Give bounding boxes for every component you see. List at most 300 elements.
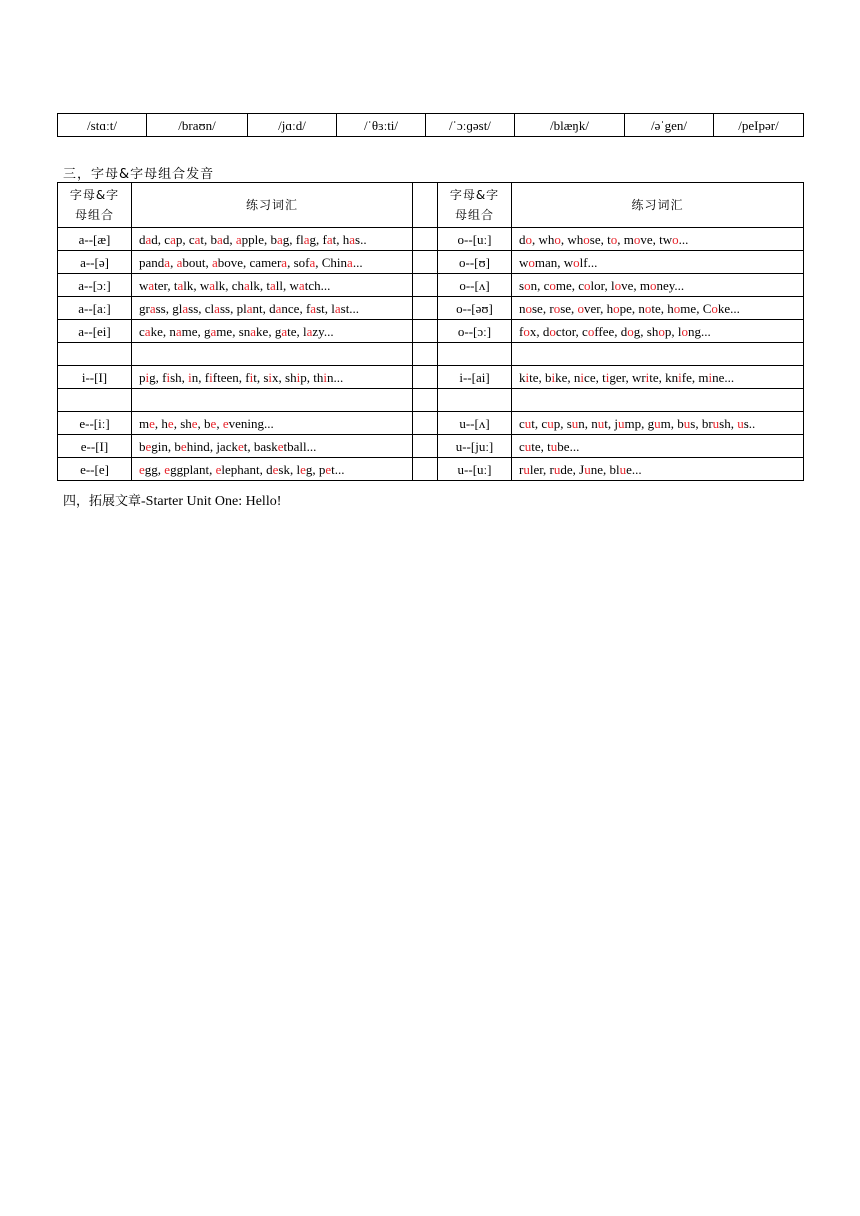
separator: ,	[336, 231, 343, 247]
highlighted-letters: u	[737, 415, 744, 431]
word-part: d	[222, 231, 230, 247]
separator: ,	[536, 323, 543, 339]
word-part: r	[549, 300, 554, 316]
practice-word	[665, 370, 692, 385]
highlighted-letters: i	[268, 369, 273, 385]
word-part: th	[313, 369, 324, 385]
highlighted-letters: i	[605, 369, 610, 385]
separator: ,	[625, 369, 632, 385]
spacer-cell	[413, 343, 438, 366]
separator: ,	[262, 300, 270, 316]
highlighted-letters: u	[712, 415, 720, 431]
word-part: tw	[659, 231, 673, 247]
highlighted-letters: u	[597, 415, 605, 431]
separator: ,	[197, 323, 205, 339]
letter-combo-right	[438, 389, 512, 412]
highlighted-letters: a	[250, 323, 257, 339]
word-part: sh	[170, 369, 182, 385]
ipa-cell: /ˈθɜːti/	[337, 114, 426, 137]
letter-combo-left	[58, 343, 132, 366]
highlighted-letters: i	[580, 369, 585, 385]
highlighted-letters: i	[525, 369, 530, 385]
section-4-heading	[63, 490, 281, 510]
word-part: d	[519, 231, 526, 247]
highlighted-letters: e	[215, 461, 222, 477]
header-key-right-line1: 字母&字	[449, 188, 500, 202]
highlighted-letters: a	[298, 277, 305, 293]
separator: ,	[730, 415, 738, 431]
word-part: lk	[215, 277, 226, 293]
practice-words-left	[132, 435, 413, 458]
separator: ,	[658, 369, 666, 385]
separator: ,	[173, 415, 181, 431]
letter-combo-right: o--[ɔː]	[438, 320, 512, 343]
practice-word	[519, 278, 537, 293]
word-part: k	[519, 369, 526, 385]
ipa-cell: /ˈɔːɡəst/	[426, 114, 515, 137]
word-part: ne	[590, 461, 604, 477]
phonics-row	[58, 297, 804, 320]
highlighted-letters: a	[275, 300, 282, 316]
practice-word	[614, 416, 641, 431]
word-part: c	[541, 415, 548, 431]
practice-word	[539, 232, 561, 247]
practice-word	[204, 416, 216, 431]
spacer-cell	[413, 183, 438, 228]
word-part: kn	[665, 369, 679, 385]
word-part: g	[204, 323, 211, 339]
practice-word	[303, 324, 334, 339]
separator: ,	[256, 369, 264, 385]
highlighted-letters: a	[326, 231, 333, 247]
separator: ,	[560, 415, 567, 431]
word-part: n	[573, 369, 581, 385]
word-part: g	[149, 369, 156, 385]
word-part: sof	[293, 254, 310, 270]
highlighted-letters: a	[217, 231, 223, 247]
highlighted-letters: a	[309, 254, 316, 270]
highlighted-letters: u	[584, 461, 591, 477]
practice-words-right	[512, 389, 804, 412]
separator: ,	[197, 415, 205, 431]
highlighted-letters: o	[554, 231, 561, 247]
section-4-heading-prefix: 四，拓展文章	[63, 494, 142, 509]
letter-combo-left: e--[e]	[58, 458, 132, 481]
practice-word	[319, 462, 345, 477]
practice-word	[290, 278, 331, 293]
highlighted-letters: i	[166, 369, 171, 385]
spacer-cell	[413, 435, 438, 458]
practice-word	[640, 278, 684, 293]
word-part: b	[270, 231, 277, 247]
word-part: p	[175, 231, 183, 247]
word-part: be...	[557, 438, 580, 454]
word-part: vening...	[228, 415, 274, 431]
word-part: s	[566, 415, 572, 431]
practice-words-left	[132, 297, 413, 320]
highlighted-letters: o	[627, 323, 634, 339]
word-part: n	[530, 277, 538, 293]
word-part: g	[633, 323, 641, 339]
word-part: ce	[584, 369, 596, 385]
letter-combo-right: u--[juː]	[438, 435, 512, 458]
word-part: ggplant	[170, 461, 210, 477]
separator: ,	[543, 461, 550, 477]
separator: ,	[268, 323, 275, 339]
practice-words-left	[132, 458, 413, 481]
highlighted-letters: u	[618, 415, 625, 431]
word-part: g	[309, 231, 316, 247]
highlighted-letters: a	[243, 277, 250, 293]
letter-combo-right: o--[əʊ]	[438, 297, 512, 320]
word-part: p	[300, 369, 307, 385]
separator: ,	[296, 323, 303, 339]
word-part: se	[532, 300, 543, 316]
highlighted-letters: e	[300, 461, 306, 477]
separator: ,	[209, 438, 217, 454]
highlighted-letters: a	[310, 300, 317, 316]
word-part: s..	[355, 231, 367, 247]
practice-word	[541, 416, 560, 431]
word-part: fe	[681, 369, 692, 385]
word-part: te	[651, 300, 661, 316]
highlighted-letters: o	[610, 231, 618, 247]
separator: ,	[691, 369, 699, 385]
word-part: g	[647, 415, 655, 431]
highlighted-letters: i	[645, 369, 650, 385]
word-part: bask	[253, 438, 278, 454]
word-part: t	[266, 277, 271, 293]
practice-word	[139, 439, 168, 454]
word-part: m	[639, 277, 650, 293]
practice-word	[174, 278, 194, 293]
word-part: st...	[340, 300, 360, 316]
spacer-cell	[413, 366, 438, 389]
separator: ,	[633, 277, 640, 293]
highlighted-letters: o	[525, 231, 532, 247]
word-part: me	[216, 323, 233, 339]
word-part: tch...	[304, 277, 331, 293]
separator: ,	[614, 323, 621, 339]
separator: ,	[660, 300, 668, 316]
practice-word	[269, 301, 299, 316]
word-part: w	[563, 254, 574, 270]
practice-words-right	[512, 251, 804, 274]
highlighted-letters: e	[149, 415, 155, 431]
word-part: ...	[678, 231, 689, 247]
practice-word	[519, 439, 541, 454]
practice-word	[638, 301, 660, 316]
separator: ,	[306, 369, 314, 385]
word-part: n...	[326, 369, 344, 385]
separator: ,	[575, 323, 583, 339]
word-part: c	[188, 231, 195, 247]
phonics-row	[58, 228, 804, 251]
practice-word	[737, 416, 755, 431]
practice-word	[306, 301, 325, 316]
separator: ,	[640, 323, 647, 339]
ipa-cell: /braʊn/	[147, 114, 248, 137]
highlighted-letters: a	[144, 323, 151, 339]
word-part: lephant	[221, 461, 260, 477]
highlighted-letters: i	[708, 369, 713, 385]
word-part: camer	[249, 254, 282, 270]
highlighted-letters: u	[571, 415, 579, 431]
word-part: w	[519, 254, 529, 270]
word-part: te	[531, 438, 541, 454]
header-key-right-line2: 母组合	[454, 208, 494, 222]
separator: ,	[617, 231, 624, 247]
word-part: wr	[631, 369, 646, 385]
practice-word	[139, 370, 156, 385]
highlighted-letters: a	[347, 254, 353, 270]
word-part: s	[519, 277, 525, 293]
word-part: t...	[331, 461, 345, 477]
highlighted-letters: a	[210, 323, 217, 339]
separator: ,	[607, 415, 615, 431]
word-part: ne...	[712, 369, 735, 385]
highlighted-letters: o	[549, 323, 556, 339]
word-part: b	[174, 438, 181, 454]
word-part: ger	[609, 369, 626, 385]
word-part: l	[302, 323, 307, 339]
highlighted-letters: e	[210, 415, 217, 431]
separator: ,	[157, 461, 165, 477]
highlighted-letters: a	[145, 231, 152, 247]
word-part: f	[322, 231, 327, 247]
highlighted-letters: o	[644, 300, 652, 316]
practice-word	[169, 324, 197, 339]
practice-words-left	[132, 389, 413, 412]
highlighted-letters: u	[547, 415, 554, 431]
highlighted-letters: a	[334, 300, 341, 316]
practice-word	[250, 255, 288, 270]
word-part: man	[534, 254, 558, 270]
practice-words-right	[512, 435, 804, 458]
word-part: ll	[275, 277, 284, 293]
practice-word	[216, 462, 260, 477]
practice-words-right	[512, 274, 804, 297]
word-part: t	[173, 277, 178, 293]
highlighted-letters: a	[306, 323, 313, 339]
word-part: ng...	[687, 323, 711, 339]
highlighted-letters: u	[654, 415, 661, 431]
highlighted-letters: e	[145, 438, 152, 454]
word-part: me	[181, 323, 198, 339]
highlighted-letters: a	[246, 300, 253, 316]
practice-word	[139, 462, 158, 477]
practice-word	[189, 232, 204, 247]
word-part: gin	[151, 438, 168, 454]
word-part: ch	[231, 277, 244, 293]
word-part: gr	[139, 300, 150, 316]
separator: ,	[641, 415, 648, 431]
separator: ,	[571, 300, 578, 316]
practice-word	[294, 255, 316, 270]
separator: ,	[540, 438, 548, 454]
separator: ,	[154, 415, 162, 431]
highlighted-letters: a	[211, 254, 218, 270]
separator: ,	[652, 231, 660, 247]
separator: ,	[595, 369, 603, 385]
word-part: lk	[249, 277, 260, 293]
practice-word	[232, 278, 260, 293]
word-part: d	[266, 461, 273, 477]
section-3-heading: 三，字母&字母组合发音	[63, 167, 215, 182]
word-part: ke	[256, 323, 269, 339]
word-part: f	[162, 369, 167, 385]
word-part: b	[210, 231, 218, 247]
practice-word	[667, 301, 696, 316]
practice-word	[602, 370, 625, 385]
word-part: t	[243, 438, 248, 454]
highlighted-letters: o	[633, 231, 641, 247]
spacer-cell	[413, 274, 438, 297]
word-part: lf...	[579, 254, 598, 270]
spacer-cell	[413, 458, 438, 481]
separator: ,	[695, 415, 702, 431]
practice-words-right	[512, 320, 804, 343]
separator: ,	[534, 415, 542, 431]
separator: ,	[542, 300, 550, 316]
word-part: sh	[285, 369, 297, 385]
practice-word	[296, 462, 312, 477]
separator: ,	[170, 254, 177, 270]
highlighted-letters: o	[524, 277, 531, 293]
separator: ,	[247, 438, 254, 454]
separator: ,	[229, 231, 236, 247]
practice-word	[578, 301, 601, 316]
word-part: t	[332, 231, 337, 247]
word-part: c	[139, 323, 145, 339]
word-part: ve	[640, 231, 653, 247]
word-part: gg	[144, 461, 158, 477]
practice-word	[550, 462, 573, 477]
practice-word	[624, 232, 653, 247]
word-part: ss	[155, 300, 166, 316]
practice-word	[611, 278, 633, 293]
highlighted-letters: e	[167, 415, 174, 431]
word-part: x	[272, 369, 279, 385]
practice-word	[172, 301, 198, 316]
practice-words-right	[512, 343, 804, 366]
word-part: pand	[139, 254, 165, 270]
highlighted-letters: a	[270, 277, 276, 293]
word-part: r	[519, 461, 524, 477]
word-part: m	[139, 415, 150, 431]
practice-word	[239, 324, 269, 339]
separator: ,	[259, 461, 267, 477]
highlighted-letters: u	[524, 415, 532, 431]
highlighted-letters: o	[549, 277, 556, 293]
word-part: p	[553, 415, 561, 431]
highlighted-letters: a	[177, 277, 184, 293]
highlighted-letters: o	[583, 231, 590, 247]
practice-words-right	[512, 366, 804, 389]
separator: ,	[155, 369, 163, 385]
highlighted-letters: o	[553, 300, 561, 316]
letter-combo-right: u--[uː]	[438, 458, 512, 481]
practice-word	[610, 462, 642, 477]
word-part: l	[296, 461, 301, 477]
word-part: s	[690, 415, 696, 431]
separator: ,	[204, 231, 211, 247]
word-part: hind	[186, 438, 210, 454]
highlighted-letters: u	[553, 461, 561, 477]
separator: ,	[205, 254, 212, 270]
word-part: g	[274, 323, 282, 339]
word-part: t	[253, 369, 257, 385]
highlighted-letters: o	[649, 277, 657, 293]
word-part: bout	[182, 254, 206, 270]
highlighted-letters: i	[296, 369, 301, 385]
separator: ,	[167, 438, 175, 454]
word-part: ve	[621, 277, 634, 293]
separator: ,	[167, 277, 174, 293]
letter-combo-left: a--[ei]	[58, 320, 132, 343]
practice-word	[574, 370, 596, 385]
separator: ,	[162, 323, 170, 339]
spacer-cell	[413, 228, 438, 251]
word-part: zy...	[312, 323, 334, 339]
word-part: c	[519, 415, 525, 431]
word-part: b	[545, 369, 552, 385]
separator: ,	[312, 461, 319, 477]
word-part: ke	[555, 369, 568, 385]
word-part: bove	[217, 254, 244, 270]
separator: ,	[263, 231, 271, 247]
word-part: h	[667, 300, 674, 316]
highlighted-letters: o	[525, 300, 532, 316]
header-words-left: 练习词汇	[132, 183, 413, 228]
highlighted-letters: e	[222, 415, 229, 431]
highlighted-letters: o	[587, 323, 595, 339]
word-part: c	[543, 277, 550, 293]
practice-word	[607, 232, 617, 247]
separator: ,	[603, 461, 610, 477]
separator: ,	[671, 323, 678, 339]
practice-word	[519, 462, 543, 477]
spacer-cell	[413, 297, 438, 320]
practice-word	[698, 370, 734, 385]
word-part: b	[139, 438, 146, 454]
word-part: se	[560, 300, 572, 316]
practice-words-right	[512, 228, 804, 251]
word-part: gl	[172, 300, 183, 316]
practice-word	[212, 255, 243, 270]
spacer-cell	[413, 251, 438, 274]
practice-word	[266, 462, 290, 477]
letter-combo-left	[58, 389, 132, 412]
highlighted-letters: a	[303, 231, 310, 247]
letter-combo-right	[438, 343, 512, 366]
word-part: f	[305, 300, 311, 316]
word-part: wh	[567, 231, 584, 247]
letter-combo-left: e--[I]	[58, 435, 132, 458]
practice-word	[174, 439, 209, 454]
word-part: e...	[626, 461, 642, 477]
highlighted-letters: o	[584, 277, 591, 293]
word-part: pe	[619, 300, 632, 316]
highlighted-letters: a	[182, 300, 189, 316]
practice-word	[270, 232, 289, 247]
highlighted-letters: e	[272, 461, 279, 477]
spacer-cell	[413, 389, 438, 412]
practice-word	[200, 278, 225, 293]
highlighted-letters: i	[323, 369, 327, 385]
word-part: f	[519, 323, 524, 339]
word-part: c	[578, 277, 585, 293]
